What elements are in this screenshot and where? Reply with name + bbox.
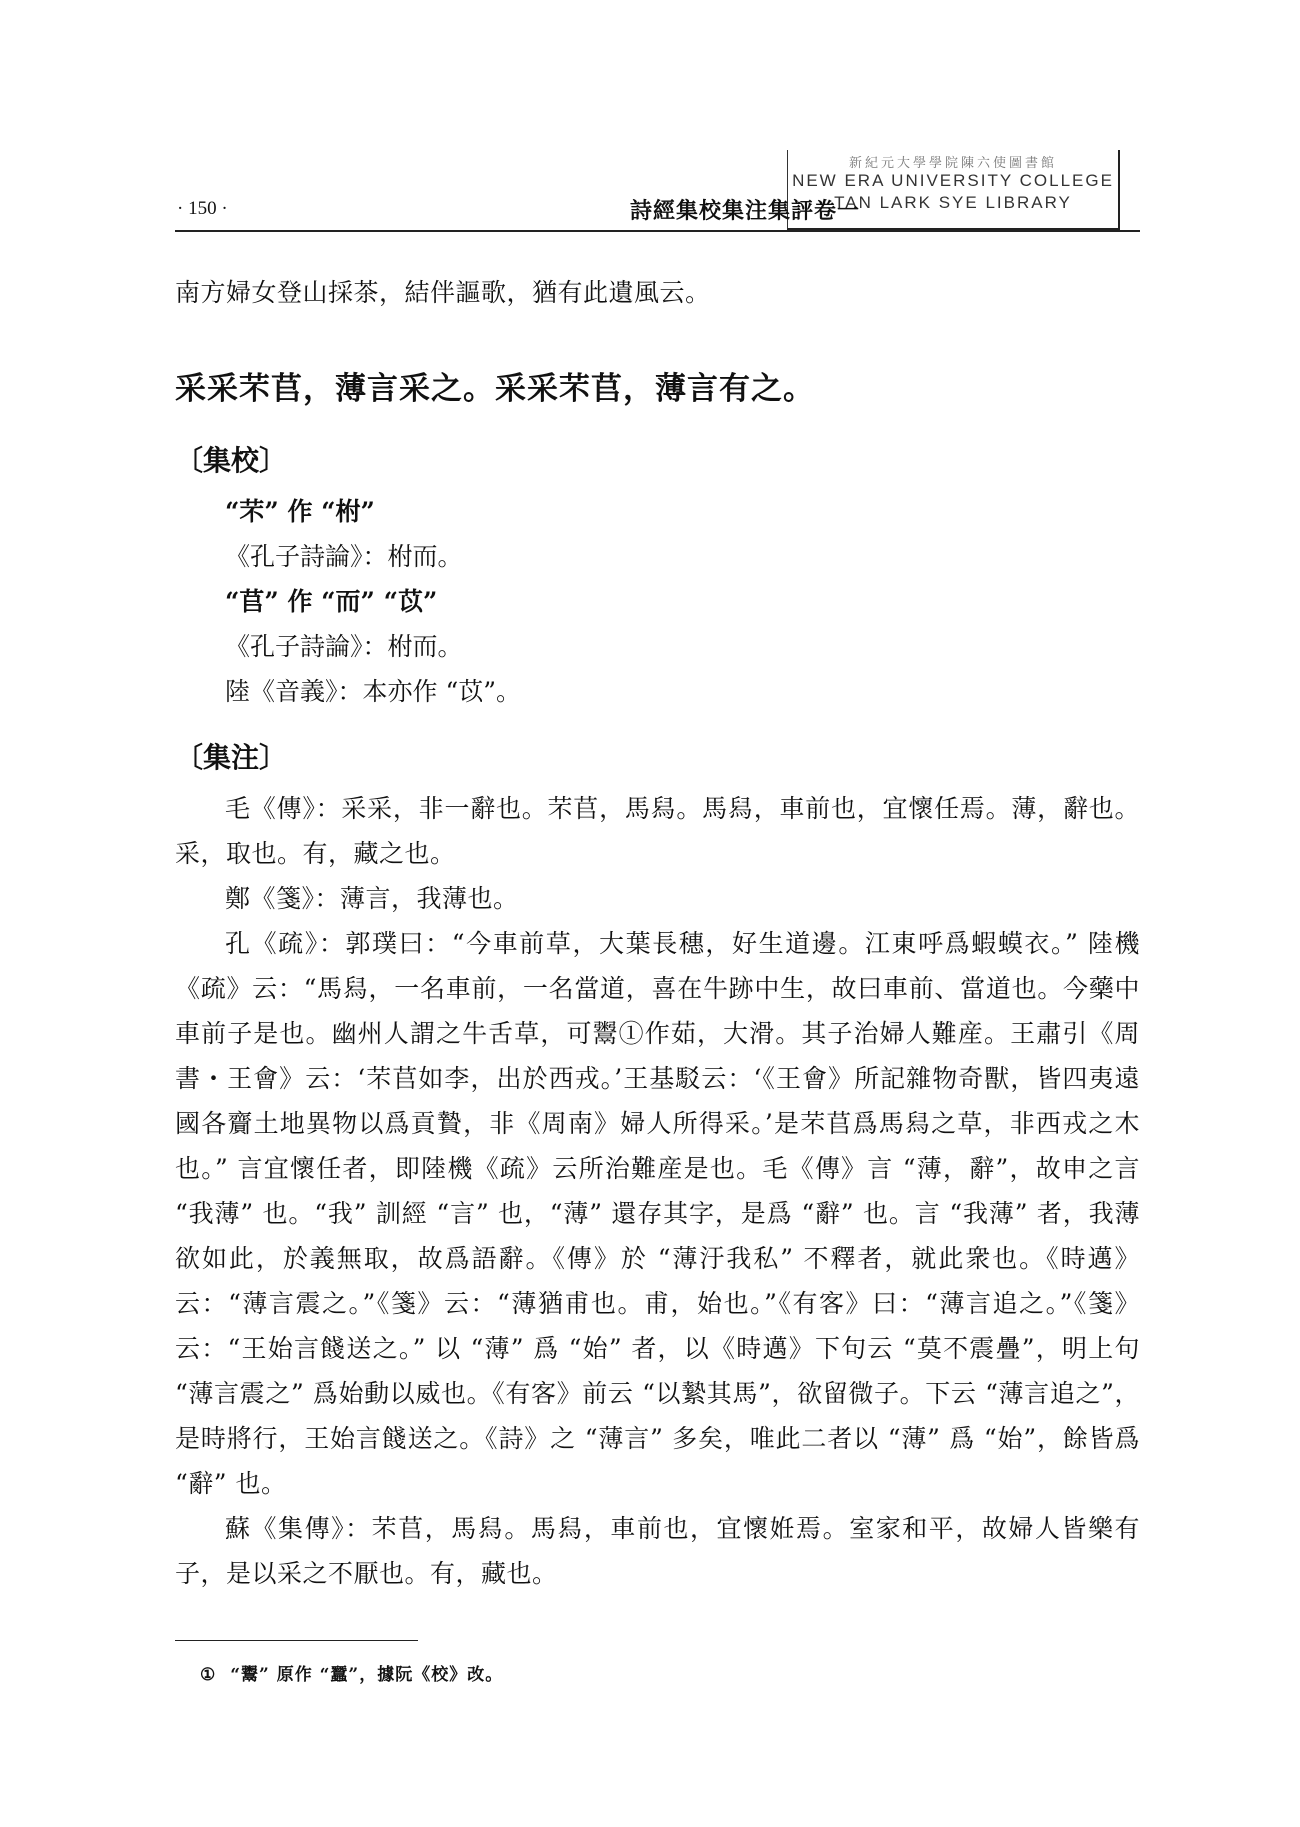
notes-heading: 〔集注〕 xyxy=(175,741,288,774)
notes-body xyxy=(175,786,1140,1596)
running-title: 詩經集校集注集評卷一 xyxy=(629,198,860,224)
stamp-chinese-line: 新紀元大學學院陳六使圖書館 xyxy=(848,155,1057,170)
footnote-text: “鬻” 原作 “蠶”，據阮《校》改。 xyxy=(230,1665,504,1685)
page-number: · 150 · xyxy=(177,198,228,219)
header-rule xyxy=(175,230,1140,232)
stamp-english-line-1: NEW ERA UNIVERSITY COLLEGE xyxy=(792,171,1114,190)
verse-line: 采采芣苢，薄言采之。采采芣苢，薄言有之。 xyxy=(175,371,815,407)
collation-item: 《孔子詩論》：柎而。 xyxy=(225,542,463,571)
footnote-rule xyxy=(175,1640,418,1641)
collation-item: “苢” 作 “而” “苡” xyxy=(225,587,438,616)
footnote-mark: ① xyxy=(200,1665,217,1685)
footnote xyxy=(200,1660,503,1685)
main-content xyxy=(175,260,1140,1596)
collation-item: “芣” 作 “柎” xyxy=(225,497,375,526)
page-header xyxy=(175,190,1140,230)
note-paragraph: 孔《疏》：郭璞曰：“今車前草，大葉長穗，好生道邊。江東呼爲蝦蟆衣。” 陸機《疏》云：“馬舄，一名車前，一名當道，喜在牛跡中生，故曰車前、當道也。今藥中車前子是也。幽州人謂之牛舌草，可鬻①作茹，大滑。其子治婦人難産。王肅引《周書・王會》云：‘芣苢如李，出於西戎。’王基駁云：‘《王會》所記雜物奇獸，皆四夷遠國各齎土地異物以爲貢贄，非《周南》婦人所得采。’是芣苢爲馬舄之草，非西戎之木也。” 言宜懷任者，即陸機《疏》云所治難産是也。毛《傳》言 “薄，辭”，故申之言 “我薄” 也。“我” 訓經 “言” 也，“薄” 還存其字，是爲 “辭” 也。言 “我薄” 者，我薄欲如此，於義無取，故爲語辭。《傳》於 “薄汙我私” 不釋者，就此衆也。《時邁》云：“薄言震之。”《箋》云：“薄猶甫也。甫，始也。”《有客》曰：“薄言追之。”《箋》云：“王始言餞送之。” 以 “薄” 爲 “始” 者，以《時邁》下句云 “莫不震疊”，明上句 “薄言震之” 爲始動以威也。《有客》前云 “以縶其馬”，欲留微子。下云 “薄言追之”，是時將行，王始言餞送之。《詩》之 “薄言” 多矣，唯此二者以 “薄” 爲 “始”，餘皆爲 “辭” 也。 xyxy=(175,929,1140,1498)
note-paragraph: 毛《傳》：采采，非一辭也。芣苢，馬舄。馬舄，車前也，宜懷任焉。薄，辭也。采，取也。有，藏之也。 xyxy=(175,794,1140,868)
note-paragraph: 蘇《集傳》：芣苢，馬舄。馬舄，車前也，宜懷姙焉。室家和平，故婦人皆樂有子，是以采之不厭也。有，藏也。 xyxy=(175,1514,1140,1588)
collation-list xyxy=(175,489,1140,714)
collation-item: 陸《音義》：本亦作 “苡”。 xyxy=(225,677,522,706)
intro-paragraph: 南方婦女登山採茶，結伴謳歌，猶有此遺風云。 xyxy=(175,278,711,307)
note-paragraph: 鄭《箋》：薄言，我薄也。 xyxy=(225,884,519,913)
collation-item: 《孔子詩論》：柎而。 xyxy=(225,632,463,661)
collation-heading: 〔集校〕 xyxy=(175,444,288,477)
stamp-english-line-2: TAN LARK SYE LIBRARY xyxy=(834,193,1072,212)
